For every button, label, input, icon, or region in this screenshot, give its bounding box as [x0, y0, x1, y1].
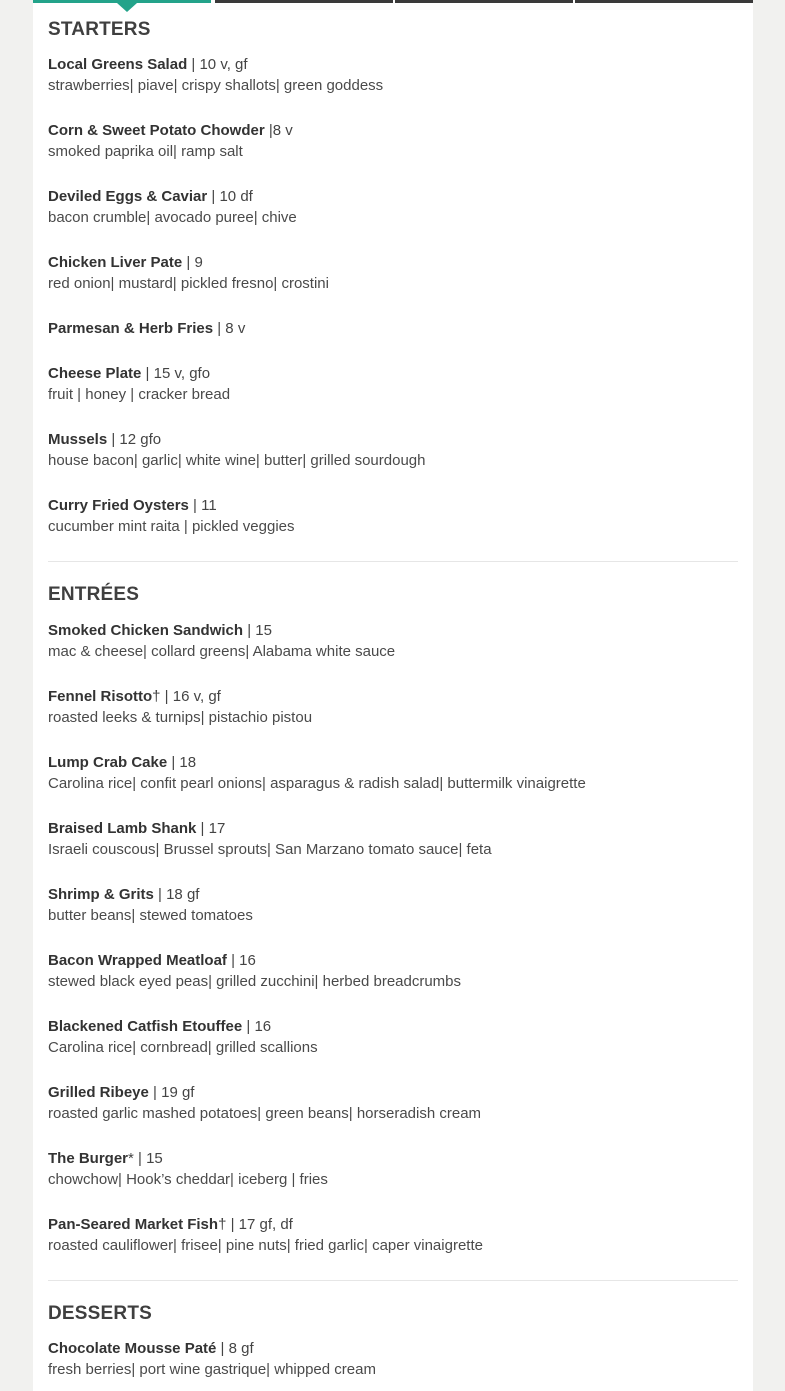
item-price: † | 16 v, gf: [152, 688, 221, 705]
tab-1[interactable]: [33, 0, 211, 3]
item-name: Smoked Chicken Sandwich: [48, 622, 244, 639]
item-name: Mussels: [48, 431, 108, 448]
item-description: Israeli couscous| Brussel sprouts| San Marzano tomato sauce| feta: [48, 841, 492, 858]
menu-item: [48, 621, 738, 662]
item-description: fruit | honey | cracker bread: [48, 386, 231, 403]
item-name: Local Greens Salad: [48, 56, 188, 73]
item-price: | 16: [226, 952, 256, 969]
menu-item: [48, 121, 738, 162]
menu-item: [48, 253, 738, 294]
item-price: | 19 gf: [148, 1084, 195, 1101]
tab-3[interactable]: [395, 0, 573, 3]
section-divider: [48, 1280, 738, 1281]
item-name: Corn & Sweet Potato Chowder: [48, 122, 265, 139]
item-description: stewed black eyed peas| grilled zucchini| herbed breadcrumbs: [48, 973, 462, 990]
menu-item: [48, 1083, 738, 1124]
menu-item: [48, 753, 738, 794]
item-price: | 16: [242, 1018, 272, 1035]
item-price: † | 17 gf, df: [218, 1216, 293, 1233]
item-description: red onion| mustard| pickled fresno| crostini: [48, 275, 329, 292]
tab-2[interactable]: [215, 0, 393, 3]
item-description: fresh berries| port wine gastrique| whipped cream: [48, 1361, 376, 1378]
menu-item: [48, 430, 738, 471]
item-description: roasted leeks & turnips| pistachio pistou: [48, 709, 313, 726]
item-name: Braised Lamb Shank: [48, 820, 197, 837]
item-description: house bacon| garlic| white wine| butter| grilled sourdough: [48, 452, 426, 469]
item-name: Grilled Ribeye: [48, 1084, 149, 1101]
item-name: Curry Fried Oysters: [48, 497, 189, 514]
item-name: Cheese Plate: [48, 365, 142, 382]
menu-item: [48, 187, 738, 228]
item-description: roasted garlic mashed potatoes| green beans| horseradish cream: [48, 1105, 482, 1122]
menu-item: [48, 496, 738, 537]
item-price: | 8 v: [213, 320, 246, 337]
item-name: Fennel Risotto: [48, 688, 153, 705]
menu-item: [48, 1215, 738, 1256]
menu-panel: [33, 0, 753, 1391]
tab-4[interactable]: [575, 0, 753, 3]
item-description: roasted cauliflower| frisee| pine nuts| fried garlic| caper vinaigrette: [48, 1237, 483, 1254]
menu-item: [48, 885, 738, 926]
item-description: Carolina rice| cornbread| grilled scallions: [48, 1039, 318, 1056]
item-description: bacon crumble| avocado puree| chive: [48, 209, 297, 226]
section-title-starters: STARTERS: [48, 19, 151, 40]
item-name: Bacon Wrapped Meatloaf: [48, 952, 227, 969]
section-divider: [48, 561, 738, 562]
item-price: | 12 gfo: [107, 431, 162, 448]
item-name: Lump Crab Cake: [48, 754, 168, 771]
section-title-entrees: ENTRÉES: [48, 584, 140, 605]
item-description: chowchow| Hook’s cheddar| iceberg | fries: [48, 1171, 328, 1188]
menu-item: [48, 364, 738, 405]
menu-item: [48, 1149, 738, 1190]
item-name: Parmesan & Herb Fries: [48, 320, 214, 337]
item-name: Deviled Eggs & Caviar: [48, 188, 208, 205]
menu-item: [48, 1017, 738, 1058]
item-price: | 18 gf: [153, 886, 200, 903]
item-name: Shrimp & Grits: [48, 886, 154, 903]
item-price: | 8 gf: [216, 1340, 254, 1357]
section-title-desserts: DESSERTS: [48, 1303, 153, 1324]
item-price: | 9: [182, 254, 203, 271]
item-name: Chocolate Mousse Paté: [48, 1340, 217, 1357]
menu-item: [48, 319, 738, 340]
item-description: strawberries| piave| crispy shallots| green goddess: [48, 77, 384, 94]
item-price: | 11: [188, 497, 217, 514]
menu-item: [48, 1339, 738, 1380]
item-description: Carolina rice| confit pearl onions| asparagus & radish salad| buttermilk vinaigrette: [48, 775, 586, 792]
menu-tabs: [33, 0, 753, 4]
item-description: butter beans| stewed tomatoes: [48, 907, 253, 924]
item-price: | 15: [243, 622, 272, 639]
item-price: |8 v: [264, 122, 293, 139]
item-description: cucumber mint raita | pickled veggies: [48, 518, 295, 535]
item-name: Chicken Liver Pate: [48, 254, 183, 271]
item-price: | 10 v, gf: [187, 56, 248, 73]
menu-item: [48, 687, 738, 728]
item-description: smoked paprika oil| ramp salt: [48, 143, 243, 160]
item-description: mac & cheese| collard greens| Alabama white sauce: [48, 643, 396, 660]
item-price: * | 15: [128, 1150, 163, 1167]
menu-item: [48, 951, 738, 992]
item-name: Blackened Catfish Etouffee: [48, 1018, 243, 1035]
menu-item: [48, 819, 738, 860]
item-name: The Burger: [48, 1150, 129, 1167]
item-price: | 10 df: [207, 188, 253, 205]
active-tab-caret: [117, 3, 137, 12]
menu-item: [48, 55, 738, 96]
item-name: Pan-Seared Market Fish: [48, 1216, 219, 1233]
item-price: | 18: [167, 754, 197, 771]
item-price: | 17: [196, 820, 226, 837]
item-price: | 15 v, gfo: [141, 365, 211, 382]
